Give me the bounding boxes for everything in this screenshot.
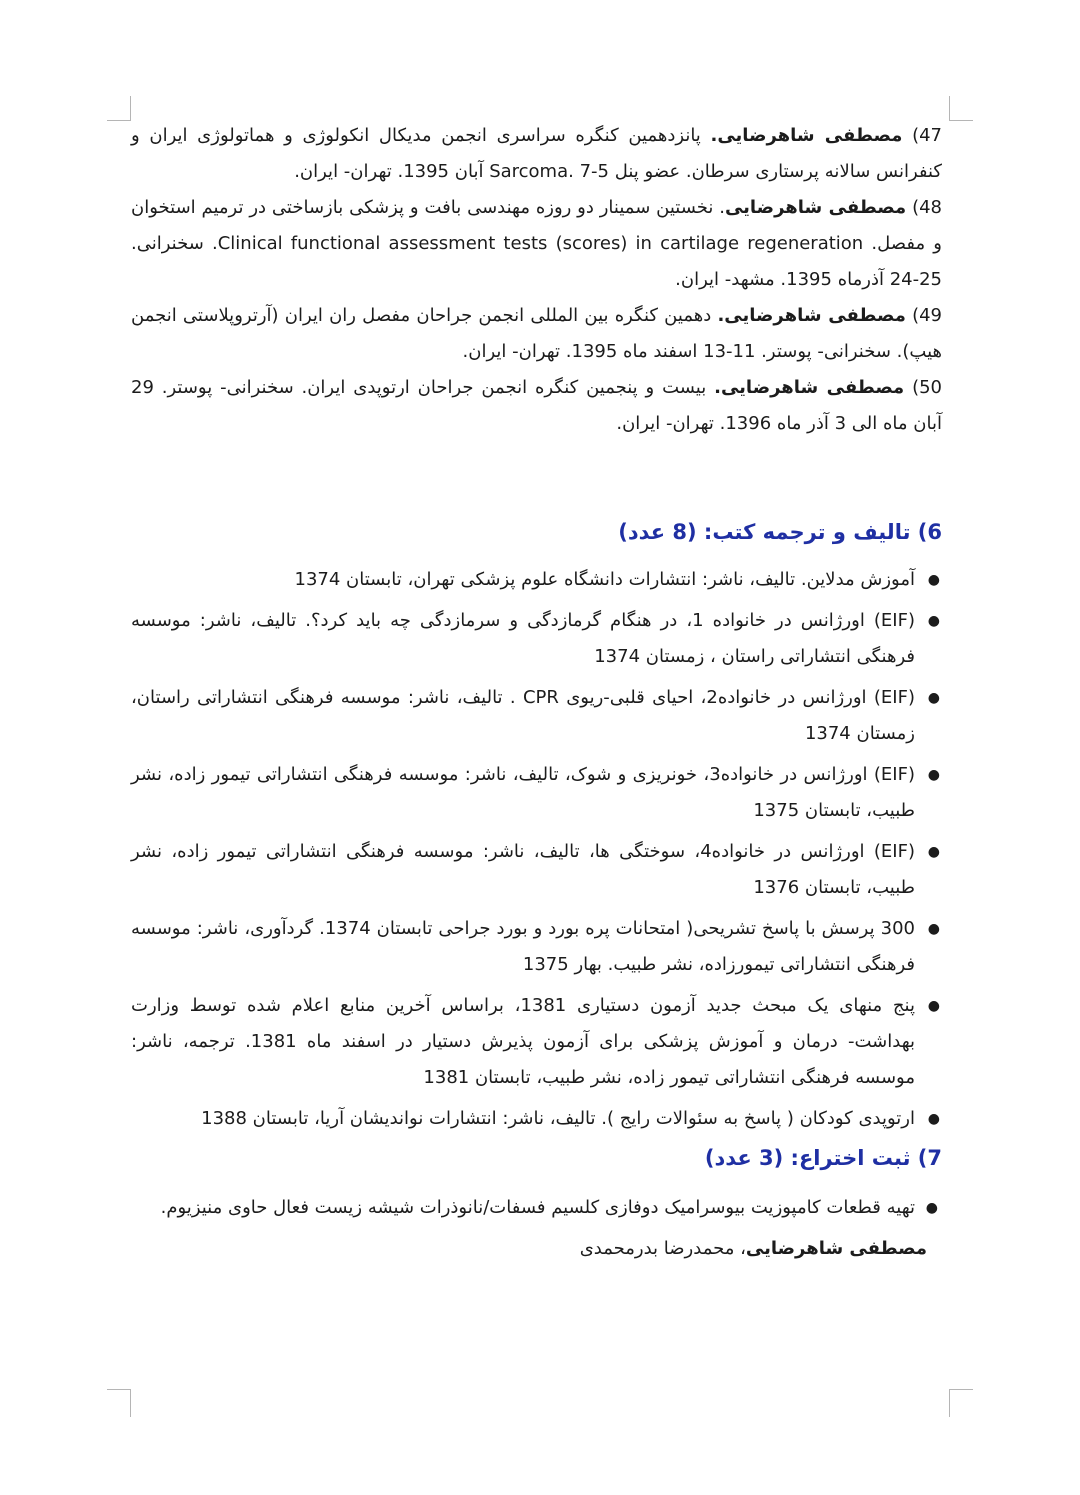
author-name: مصطفی شاهرضایی. — [717, 305, 906, 326]
inventions-list — [131, 1190, 942, 1226]
author-name: مصطفی شاهرضایی. — [714, 377, 905, 398]
presentation-entry-50: 50) مصطفی شاهرضایی. بیست و پنجمین کنگره انجمن جراحان ارتوپدی ایران. سخنرانی- پوستر. 29 آبان ماه الی 3 آذر ماه 1396. تهران- ایران. — [131, 377, 942, 434]
crop-mark-bottom-left — [130, 1389, 131, 1417]
list-item: ● (EIF) اورژانس در خانواده3، خونریزی و شوک، تالیف، ناشر: موسسه فرهنگی انتشاراتی تیمور زاده، نشر طبیب، تابستان 1375 — [131, 757, 942, 829]
crop-mark-top-right — [949, 96, 950, 120]
crop-mark-top-left — [107, 120, 131, 121]
list-item: ● (EIF) اورژانس در خانواده 1، در هنگام گرمازدگی و سرمازدگی چه باید کرد؟. تالیف، ناشر: موسسه فرهنگی انتشاراتی راستان ، زمستان 1374 — [131, 603, 942, 675]
presentation-entry-49: 49) مصطفی شاهرضایی. دهمین کنگره بین المللی انجمن جراحان مفصل ران ایران (آرتروپلاستی انجمن هیپ). سخنرانی- پوستر. 11-13 اسفند ماه 1395. تهران- ایران. — [131, 305, 942, 362]
bullet-icon: ● — [927, 998, 940, 1014]
crop-mark-bottom-left — [107, 1389, 131, 1390]
bullet-icon: ● — [925, 1200, 938, 1216]
list-item: ● 300 پرسش با پاسخ تشریحی( امتحانات پره بورد و بورد جراحی تابستان 1374. گردآوری، ناشر: موسسه فرهنگی انتشاراتی تیمورزاده، نشر طبیب. بهار 1375 — [131, 911, 942, 983]
crop-mark-top-left — [130, 96, 131, 120]
crop-mark-bottom-right — [949, 1389, 973, 1390]
bullet-icon: ● — [927, 767, 940, 783]
author-name: مصطفی شاهرضایی. — [710, 125, 903, 146]
author-name: مصطفی شاهرضایی — [724, 197, 907, 218]
author-name: مصطفی شاهرضایی — [745, 1238, 927, 1259]
books-list — [131, 562, 942, 1137]
list-item: ● (EIF) اورژانس در خانواده2، احیای قلبی-ریوی CPR . تالیف، ناشر: موسسه فرهنگی انتشاراتی راستان، زمستان 1374 — [131, 680, 942, 752]
crop-mark-bottom-right — [949, 1389, 950, 1417]
list-item: ● آموزش مدلاین. تالیف، ناشر: انتشارات دانشگاه علوم پزشکی تهران، تابستان 1374 — [131, 562, 942, 598]
section-7-heading: 7) ثبت اختراع: (3 عدد) — [704, 1146, 942, 1170]
bullet-icon: ● — [927, 690, 940, 706]
list-item: ● ارتوپدی کودکان ( پاسخ به سئوالات رایج ). تالیف، ناشر: انتشارات نواندیشان آریا، تابستان 1388 — [131, 1101, 942, 1137]
invention-authors: مصطفی شاهرضایی، محمدرضا بدرمحمدی — [579, 1238, 927, 1259]
bullet-icon: ● — [927, 1111, 940, 1127]
bullet-icon: ● — [927, 572, 940, 588]
list-item: ● پنج منهای یک مبحث جدید آزمون دستیاری 1381، براساس آخرین منابع اعلام شده توسط وزارت بهداشت- درمان و آموزش پزشکی برای آزمون پذیرش دستیار در اسفند ماه 1381. ترجمه، ناشر: موسسه فرهنگی انتشاراتی تیمور زاده، نشر طبیب، تابستان 1381 — [131, 988, 942, 1096]
section-6-heading: 6) تالیف و ترجمه کتب: (8 عدد) — [618, 520, 942, 544]
bullet-icon: ● — [927, 921, 940, 937]
list-item: ● تهیه قطعات کامپوزیت بیوسرامیک دوفازی کلسیم فسفات/نانوذرات شیشه زیست فعال حاوی منیزیوم. — [131, 1190, 942, 1226]
document-body — [131, 118, 942, 1267]
bullet-icon: ● — [927, 613, 940, 629]
bullet-icon: ● — [927, 844, 940, 860]
presentation-entry-47: 47) مصطفی شاهرضایی. پانزدهمین کنگره سراسری انجمن مدیکال انکولوژی و هماتولوژی ایران و کنفرانس سالانه پرستاری سرطان. عضو پنل Sarcoma. 7-5 آبان 1395. تهران- ایران. — [131, 125, 942, 182]
crop-mark-top-right — [949, 120, 973, 121]
list-item: ● (EIF) اورژانس در خانواده4، سوختگی ها، تالیف، ناشر: موسسه فرهنگی انتشاراتی تیمور زاده، نشر طبیب، تابستان 1376 — [131, 834, 942, 906]
presentation-entry-48: 48) مصطفی شاهرضایی. نخستین سمینار دو روزه مهندسی بافت و پزشکی بازساختی در ترمیم استخوان و مفصل. Clinical functional assessment tests (scores) in cartilage regeneration. سخنرانی. 25-24 آذرماه 1395. مشهد- ایران. — [131, 197, 942, 290]
